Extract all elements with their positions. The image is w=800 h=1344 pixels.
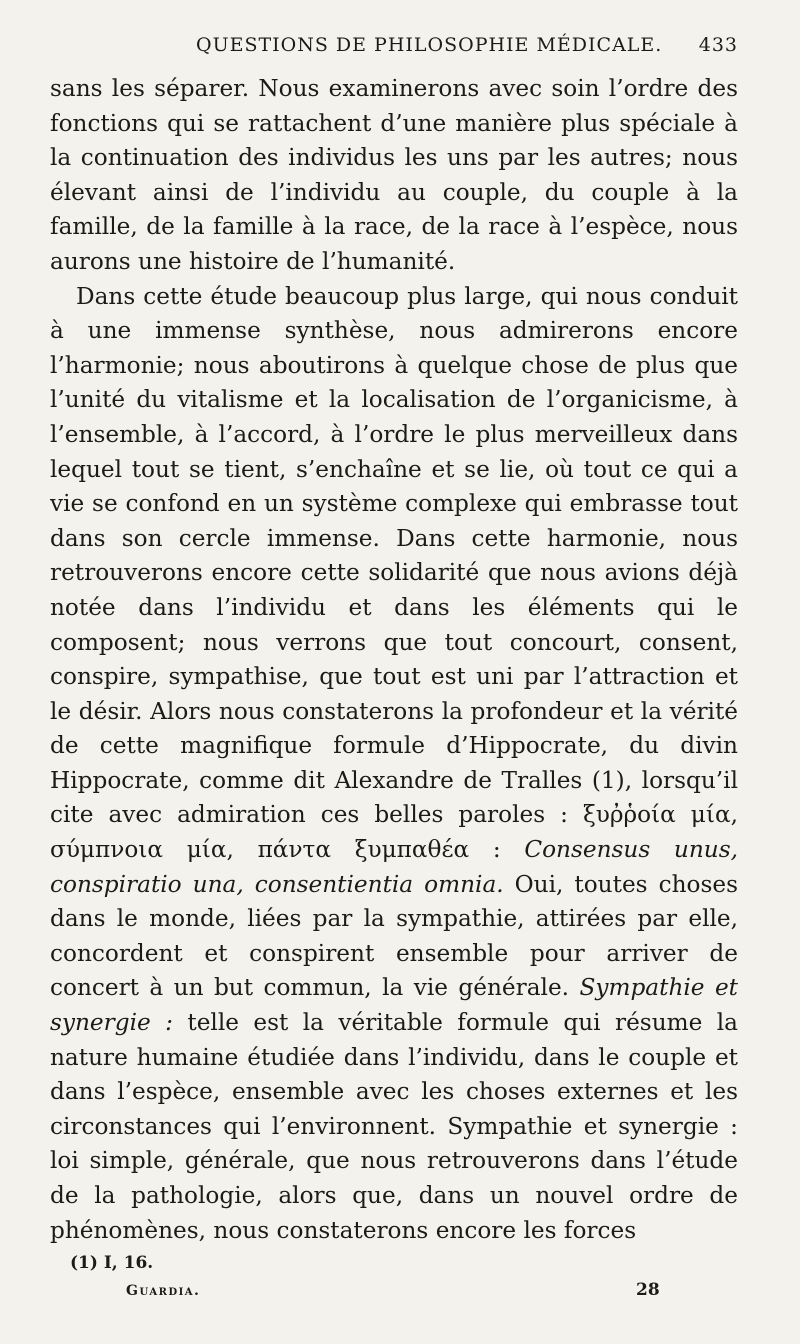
running-head (48, 34, 738, 60)
paragraph-1: sans les séparer. Nous examinerons avec soin l’ordre des fonctions qui se rattachent d’une manière plus spéciale à la continuation des individus les uns par les autres; nous élevant ainsi de l’individu au couple, du couple à la famille, de la famille à la race, de la race à l’espèce, nous aurons une histoire de l’humanité. (50, 75, 738, 275)
signature-mark: Guardia. (126, 1283, 201, 1299)
footnote: (1) I, 16. (70, 1253, 154, 1273)
paragraph-2-text-c: telle est la véritable formule qui résume la nature humaine étudiée dans l’individu, dans le couple et dans l’espèce, ensemble avec les choses externes et les circonstances qui l’environnent. Sympathie et synergie : loi simple, générale, que nous retrouverons dans l’étude de la pathologie, alors que, dans un nouvel ordre de phénomènes, nous constaterons encore les forces (50, 1009, 738, 1244)
page-number: 433 (698, 34, 738, 56)
latin-quotation: Consensus unus, conspiratio una, consentientia omnia. (50, 836, 738, 898)
paragraph-2-text-b: Oui, toutes choses dans le monde, liées par la sympathie, attirées par elle, concordent et conspirent ensemble pour arriver de concert à un but commun, la vie générale. (50, 870, 738, 1002)
paragraph-2 (50, 280, 738, 1249)
emphasis-sympathie-synergie: Sympathie et synergie : (50, 974, 738, 1037)
body-text (50, 72, 738, 1248)
signature-number: 28 (636, 1280, 660, 1300)
paragraph-2-text-a: Dans cette étude beaucoup plus large, qui nous conduit à une immense synthèse, nous admirerons encore l’harmonie; nous aboutirons à quelque chose de plus que l’unité du vitalisme et la localisation de l’organicisme, à l’ensemble, à l’accord, à l’ordre le plus merveilleux dans lequel tout se tient, s’enchaîne et se lie, où tout ce qui a vie se confond en un système complexe qui embrasse tout dans son cercle immense. Dans cette harmonie, nous retrouverons encore cette solidarité que nous avions déjà notée dans l’individu et dans les éléments qui le composent; nous verrons que tout concourt, consent, conspire, sympathise, que tout est uni par l’attraction et le désir. Alors nous constaterons la profondeur et la vérité de cette magnifique formule d’Hippocrate, du divin Hippocrate, comme dit Alexandre de Tralles (1), lorsqu’il cite avec admiration ces belles paroles : ξυῤῥοία μία, σύμπνοια μία, πάντα ξυμπαθέα : (50, 282, 738, 864)
running-title: QUESTIONS DE PHILOSOPHIE MÉDICALE. (196, 34, 663, 56)
